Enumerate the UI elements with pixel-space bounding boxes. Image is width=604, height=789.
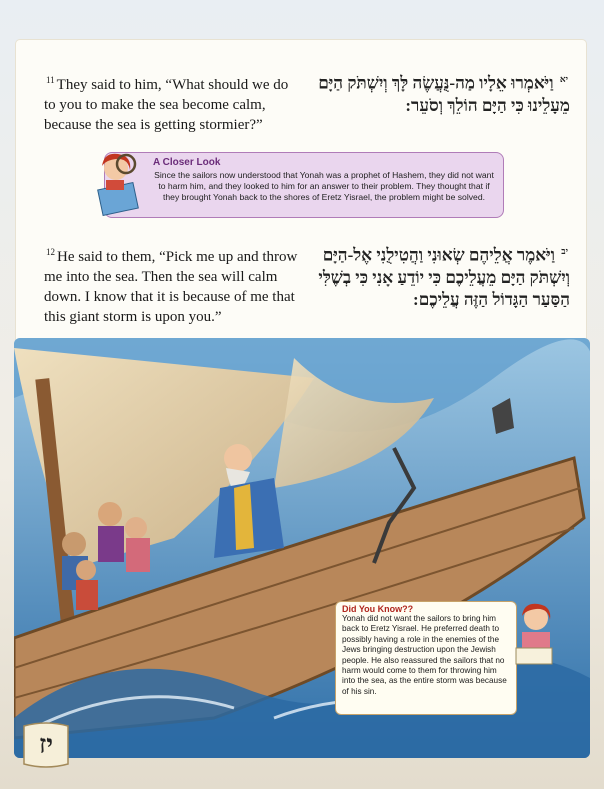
verse-11-hebrew-number: יא [559,74,568,84]
verse-11-number: 11 [46,75,55,85]
closer-look-title: A Closer Look [153,157,221,168]
closer-look-box [104,152,504,218]
verse-11-english-text: They said to him, “What should we do to you to make the sea become calm, because the sea is getting stormier?” [44,77,289,133]
did-you-know-title: Did You Know?? [342,604,414,614]
verse-12-hebrew-text: וַיֹּאמֶר אֲלֵיהֶם שְׂאוּנִי וַהֲטִילֻנִי אֶל-הַיָּם וְיִשְׁתֹּק הַיָּם מֵעֲלֵיכֶם כִּי יוֹדֵעַ אָנִי כִּי בְשֶׁלִּי הַסַּעַר הַגָּדוֹל הַזֶּה עֲלֵיכֶם: [318,245,570,309]
page-number: יז [38,730,54,759]
verse-12-hebrew-number: יב [561,246,568,256]
verse-11-english [44,70,302,135]
closer-look-text: Since the sailors now understood that Yonah was a prophet of Hashem, they did not want to harm him, and they looked to him for an answer to their problem. They thought that if they brought Yonah back to the shores of Eretz Yisrael, the problem might be solved. [154,170,494,202]
did-you-know-text: Yonah did not want the sailors to bring him back to Eretz Yisrael. He preferred death to possibly having a role in the enemies of the Jews bringing destruction upon the Jewish people. He also reassured the sailors that no harm would come to them for throwing him into the sea, as the entire storm was because of his sin. [342,614,507,696]
reading-girl-icon-2 [508,600,566,676]
did-you-know-box [335,601,517,715]
verse-12-hebrew [302,240,570,311]
reading-girl-icon [86,150,150,216]
verse-11-hebrew-text: וַיֹּאמְרוּ אֵלָיו מַה-נֻּעֲשֶׂה לָּךְ וְיִשְׁתֹּק הַיָּם מֵעָלֵינוּ כִּי הַיָּם הוֹלֵךְ וְסֹעֵר: [318,73,570,115]
verse-12-english [44,242,302,327]
verse-12-number: 12 [46,247,55,257]
verse-12-english-text: He said to them, “Pick me up and throw me into the sea. Then the sea will calm down. I know that it is because of me that this giant storm is upon you.” [44,249,298,325]
verse-11-hebrew [302,68,570,117]
